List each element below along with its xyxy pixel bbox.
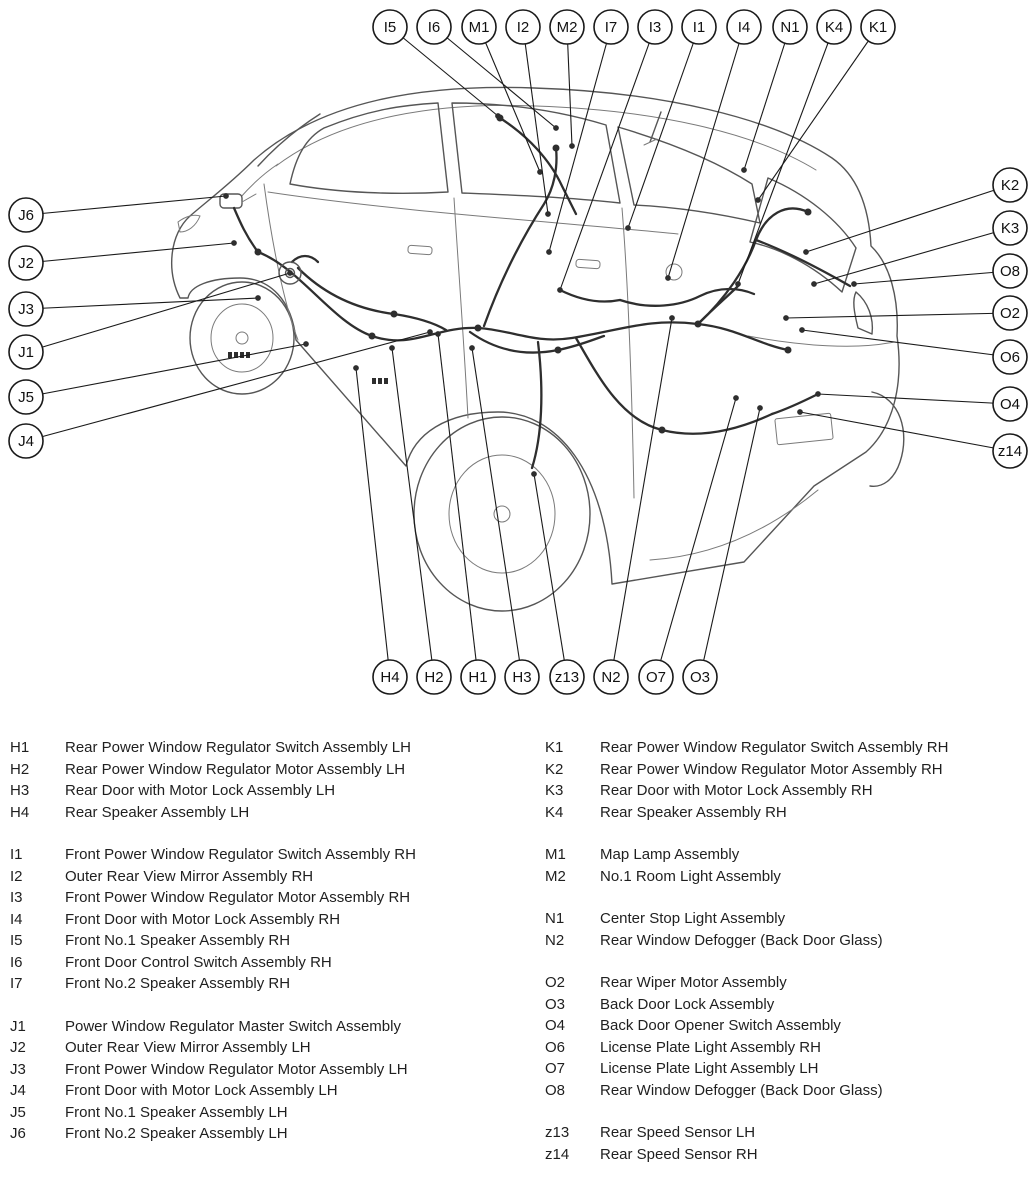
legend-code: J2 xyxy=(10,1039,26,1056)
callout-K1 xyxy=(861,10,895,44)
callout-O8 xyxy=(993,254,1027,288)
legend-code: H4 xyxy=(10,803,30,821)
legend-entry xyxy=(545,908,1030,930)
legend-code: H3 xyxy=(10,782,30,799)
legend-description: Front Power Window Regulator Motor Assembly LH xyxy=(65,1060,408,1078)
callout-label: N2 xyxy=(601,669,621,686)
legend-description: Map Lamp Assembly xyxy=(600,846,740,863)
legend-entry xyxy=(10,759,525,781)
callout-label: H1 xyxy=(468,669,488,686)
harness-cowl-branch xyxy=(234,208,258,252)
callout-label: N1 xyxy=(780,19,800,36)
legend-code: I3 xyxy=(10,889,23,906)
legend-code: J1 xyxy=(10,1017,26,1035)
callout-label: I6 xyxy=(427,19,441,36)
callout-K3 xyxy=(993,211,1027,245)
callout-label: K3 xyxy=(1000,220,1020,237)
legend-entry xyxy=(545,1080,1030,1102)
legend-code: H2 xyxy=(10,760,30,778)
callout-J4 xyxy=(9,424,43,458)
callout-label: I4 xyxy=(737,19,751,36)
harness-pillar-riser xyxy=(484,148,557,326)
leader-M2 xyxy=(567,27,572,146)
callout-J1 xyxy=(9,335,43,369)
legend-description: Rear Speaker Assembly LH xyxy=(65,803,250,821)
legend-description: Front No.2 Speaker Assembly RH xyxy=(65,975,291,992)
callout-I5 xyxy=(373,10,407,44)
callout-label: K2 xyxy=(1000,177,1020,194)
connector-blob xyxy=(369,333,376,340)
callout-label: O4 xyxy=(999,396,1021,413)
legend-description: Rear Window Defogger (Back Door Glass) xyxy=(600,1081,883,1099)
connector-blob xyxy=(391,311,398,318)
callout-label: I5 xyxy=(383,19,397,36)
legend-code: O6 xyxy=(545,1038,566,1056)
callout-label: I1 xyxy=(692,19,706,36)
legend-code: N2 xyxy=(545,931,565,949)
legend-entry xyxy=(545,866,1030,888)
callout-M2 xyxy=(550,10,584,44)
callout-J5 xyxy=(9,380,43,414)
callout-label: I2 xyxy=(516,19,530,36)
legend-code: J5 xyxy=(10,1103,26,1121)
connector-blob xyxy=(475,325,482,332)
callout-label: O3 xyxy=(689,669,711,686)
callout-label: J5 xyxy=(18,389,34,406)
legend-description: Rear Window Defogger (Back Door Glass) xyxy=(600,931,883,949)
legend-description: Front Door with Motor Lock Assembly RH xyxy=(65,910,341,928)
harness-door-grommet xyxy=(292,256,318,262)
legend-description: Front Door with Motor Lock Assembly LH xyxy=(65,1082,338,1099)
callout-N1 xyxy=(773,10,807,44)
side-mirror-stalk xyxy=(242,194,256,202)
door-seam-rear xyxy=(622,208,634,498)
legend-group-i xyxy=(10,844,525,995)
callout-label: M2 xyxy=(556,19,578,36)
leader-H4 xyxy=(356,368,390,677)
callout-N2 xyxy=(594,660,628,694)
legend-description: Back Door Opener Switch Assembly xyxy=(600,1017,841,1034)
legend-description: License Plate Light Assembly RH xyxy=(600,1038,821,1056)
legend-description: Rear Power Window Regulator Motor Assembly LH xyxy=(65,760,406,778)
leader-I1 xyxy=(628,27,699,228)
rear-door-handle xyxy=(576,259,600,269)
legend-entry xyxy=(545,972,1030,994)
legend-code: O7 xyxy=(545,1060,566,1077)
legend-code: J6 xyxy=(10,1125,26,1142)
legend-description: Rear Wiper Motor Assembly xyxy=(600,974,787,991)
callout-label: O2 xyxy=(999,305,1021,322)
legend-entry xyxy=(545,930,1030,952)
callout-label: z14 xyxy=(997,443,1023,460)
legend-description: No.1 Room Light Assembly xyxy=(600,867,781,885)
legend-entry xyxy=(545,737,1030,759)
legend-entry xyxy=(10,973,525,995)
callout-I3 xyxy=(638,10,672,44)
legend-code: I7 xyxy=(10,975,23,992)
leader-N2 xyxy=(611,318,672,677)
legend-group-k xyxy=(545,737,1030,823)
leader-K2 xyxy=(806,185,1010,252)
callout-label: M1 xyxy=(468,19,490,36)
harness-quarter-branch xyxy=(700,286,738,322)
callout-H1 xyxy=(461,660,495,694)
connector-blob xyxy=(553,145,560,152)
callout-label: O7 xyxy=(645,669,667,686)
callout-O3 xyxy=(683,660,717,694)
callout-label: O6 xyxy=(999,349,1021,366)
connector-blob xyxy=(555,347,562,354)
callout-label: J1 xyxy=(18,344,34,361)
legend-description: Rear Speaker Assembly RH xyxy=(600,803,787,821)
front-door-window xyxy=(290,103,448,193)
callout-H2 xyxy=(417,660,451,694)
legend-group-m xyxy=(545,844,1030,887)
legend-code: N1 xyxy=(545,910,565,927)
legend-description: Front No.1 Speaker Assembly LH xyxy=(65,1103,288,1121)
legend-code: I6 xyxy=(10,953,23,971)
legend-code: I2 xyxy=(10,867,23,885)
leader-K1 xyxy=(758,27,878,200)
connector-blob xyxy=(255,249,262,256)
legend-entry xyxy=(545,780,1030,802)
leader-z14 xyxy=(800,412,1010,451)
callout-label: H4 xyxy=(380,669,400,686)
callout-label: z13 xyxy=(554,669,580,686)
leader-K3 xyxy=(814,228,1010,284)
legend-group-z xyxy=(545,1122,1030,1165)
callout-O4 xyxy=(993,387,1027,421)
legend-entry xyxy=(10,1123,525,1145)
legend-entry xyxy=(10,930,525,952)
callout-label: I7 xyxy=(604,19,618,36)
legend-code: K2 xyxy=(545,760,564,778)
legend-entry xyxy=(10,1059,525,1081)
legend-group-j xyxy=(10,1016,525,1145)
leader-O4 xyxy=(818,394,1010,404)
legend-description: Rear Power Window Regulator Motor Assembly RH xyxy=(600,760,943,778)
legend-code: O4 xyxy=(545,1017,566,1034)
callout-label: O8 xyxy=(999,263,1021,280)
legend-entry xyxy=(10,1037,525,1059)
callout-z14 xyxy=(993,434,1027,468)
legend-code: I5 xyxy=(10,932,23,949)
callout-J2 xyxy=(9,246,43,280)
legend-code: K4 xyxy=(545,803,564,821)
harness-rear-floor xyxy=(576,338,772,434)
leader-O2 xyxy=(786,313,1010,318)
legend-entry xyxy=(545,1015,1030,1037)
leader-K4 xyxy=(738,27,834,284)
legend-code: J3 xyxy=(10,1060,26,1078)
legend-entry xyxy=(545,802,1030,824)
leader-M1 xyxy=(479,27,540,172)
connector-blob xyxy=(659,427,666,434)
callout-J6 xyxy=(9,198,43,232)
harness-bumper-branch xyxy=(772,394,818,414)
legend-group-n xyxy=(545,908,1030,951)
legend-code: H1 xyxy=(10,739,30,756)
leader-O7 xyxy=(656,398,736,677)
legend-description: Rear Speed Sensor LH xyxy=(600,1124,756,1141)
callout-label: J6 xyxy=(18,207,34,224)
rear-door-window xyxy=(452,103,620,203)
legend-entry xyxy=(10,780,525,802)
legend-code: z14 xyxy=(545,1145,570,1163)
front-door-handle xyxy=(408,245,432,255)
leader-I4 xyxy=(668,27,744,278)
leader-O6 xyxy=(802,330,1010,357)
legend-entry xyxy=(545,759,1030,781)
legend-description: Rear Power Window Regulator Switch Assembly LH xyxy=(65,739,411,756)
legend-entry xyxy=(545,1058,1030,1080)
legend-description: License Plate Light Assembly LH xyxy=(600,1060,819,1077)
callout-M1 xyxy=(462,10,496,44)
leader-I7 xyxy=(549,27,611,252)
legend-entry xyxy=(10,866,525,888)
back-door-glass xyxy=(750,178,856,292)
rear-wheel xyxy=(414,417,590,611)
callout-I1 xyxy=(682,10,716,44)
callout-H4 xyxy=(373,660,407,694)
callout-label: K4 xyxy=(824,19,844,36)
legend-description: Front Power Window Regulator Switch Assembly RH xyxy=(65,846,416,863)
callout-label: I3 xyxy=(648,19,662,36)
taillight xyxy=(854,292,873,334)
legend-entry xyxy=(10,1102,525,1124)
legend-description: Back Door Lock Assembly xyxy=(600,995,775,1013)
legend-code: O3 xyxy=(545,995,566,1013)
legend-description: Front No.1 Speaker Assembly RH xyxy=(65,932,291,949)
legend-entry xyxy=(545,1122,1030,1144)
callout-I6 xyxy=(417,10,451,44)
legend-entry xyxy=(10,802,525,824)
legend-entry xyxy=(10,737,525,759)
harness-hatch-cross-2 xyxy=(560,290,620,302)
legend-description: Front Door Control Switch Assembly RH xyxy=(65,953,332,971)
leader-J6 xyxy=(26,196,226,215)
callout-O2 xyxy=(993,296,1027,330)
wire-harness xyxy=(228,115,850,469)
leader-J2 xyxy=(26,243,234,263)
a-pillar-line xyxy=(258,114,320,166)
legend-description: Outer Rear View Mirror Assembly RH xyxy=(65,867,314,885)
far-rear-wheel xyxy=(870,392,904,486)
legend-group-o xyxy=(545,972,1030,1101)
legend-description: Outer Rear View Mirror Assembly LH xyxy=(65,1039,311,1056)
callout-I4 xyxy=(727,10,761,44)
legend-entry xyxy=(10,1016,525,1038)
legend-code: J4 xyxy=(10,1082,26,1099)
legend-description: Rear Door with Motor Lock Assembly RH xyxy=(600,782,873,799)
legend-code: I4 xyxy=(10,910,23,928)
legend-group-h xyxy=(10,737,525,823)
legend-description: Front No.2 Speaker Assembly LH xyxy=(65,1125,288,1142)
leader-I2 xyxy=(523,27,548,214)
legend-description: Rear Door with Motor Lock Assembly LH xyxy=(65,782,336,799)
harness-floor-main xyxy=(258,252,788,350)
callout-label: H2 xyxy=(424,669,444,686)
callout-I7 xyxy=(594,10,628,44)
legend-description: Power Window Regulator Master Switch Assembly xyxy=(65,1017,401,1035)
connector-blob xyxy=(805,209,812,216)
leader-O3 xyxy=(700,408,760,677)
legend-description: Center Stop Light Assembly xyxy=(600,910,786,927)
legend-code: O8 xyxy=(545,1081,566,1099)
callout-H3 xyxy=(505,660,539,694)
legend-entry xyxy=(10,1080,525,1102)
callout-label: K1 xyxy=(868,19,888,36)
license-plate xyxy=(775,413,833,445)
connector-blob xyxy=(785,347,792,354)
legend-left-column xyxy=(10,737,525,1166)
callout-K4 xyxy=(817,10,851,44)
door-seam-middle xyxy=(454,198,468,418)
legend-description: Rear Speed Sensor RH xyxy=(600,1145,758,1163)
legend-entry xyxy=(10,887,525,909)
beltline xyxy=(268,192,678,234)
legend-entry xyxy=(545,844,1030,866)
legend-entry xyxy=(545,1144,1030,1166)
callout-J3 xyxy=(9,292,43,326)
leader-O8 xyxy=(854,271,1010,284)
callout-K2 xyxy=(993,168,1027,202)
legend-code: M1 xyxy=(545,846,566,863)
legend-description: Front Power Window Regulator Motor Assembly RH xyxy=(65,889,411,906)
legend-entry xyxy=(10,844,525,866)
legend-code: M2 xyxy=(545,867,566,885)
legend-entry xyxy=(10,909,525,931)
legend-right-column xyxy=(545,737,1030,1186)
legend-code: O2 xyxy=(545,974,566,991)
callout-label: J4 xyxy=(18,433,34,450)
callout-O6 xyxy=(993,340,1027,374)
legend-code: z13 xyxy=(545,1124,570,1141)
legend-description: Rear Power Window Regulator Switch Assembly RH xyxy=(600,739,949,756)
callout-label: J2 xyxy=(18,255,34,272)
callout-label: H3 xyxy=(512,669,532,686)
callout-z13 xyxy=(550,660,584,694)
callout-I2 xyxy=(506,10,540,44)
legend-entry xyxy=(10,952,525,974)
legend-code: I1 xyxy=(10,846,23,863)
callout-label: J3 xyxy=(18,301,34,318)
legend-entry xyxy=(545,1037,1030,1059)
connector-blob xyxy=(695,321,702,328)
leader-N1 xyxy=(744,27,790,170)
connector-block xyxy=(372,378,388,384)
legend-code: K1 xyxy=(545,739,564,756)
legend-entry xyxy=(545,994,1030,1016)
callout-O7 xyxy=(639,660,673,694)
legend-code: K3 xyxy=(545,782,564,799)
